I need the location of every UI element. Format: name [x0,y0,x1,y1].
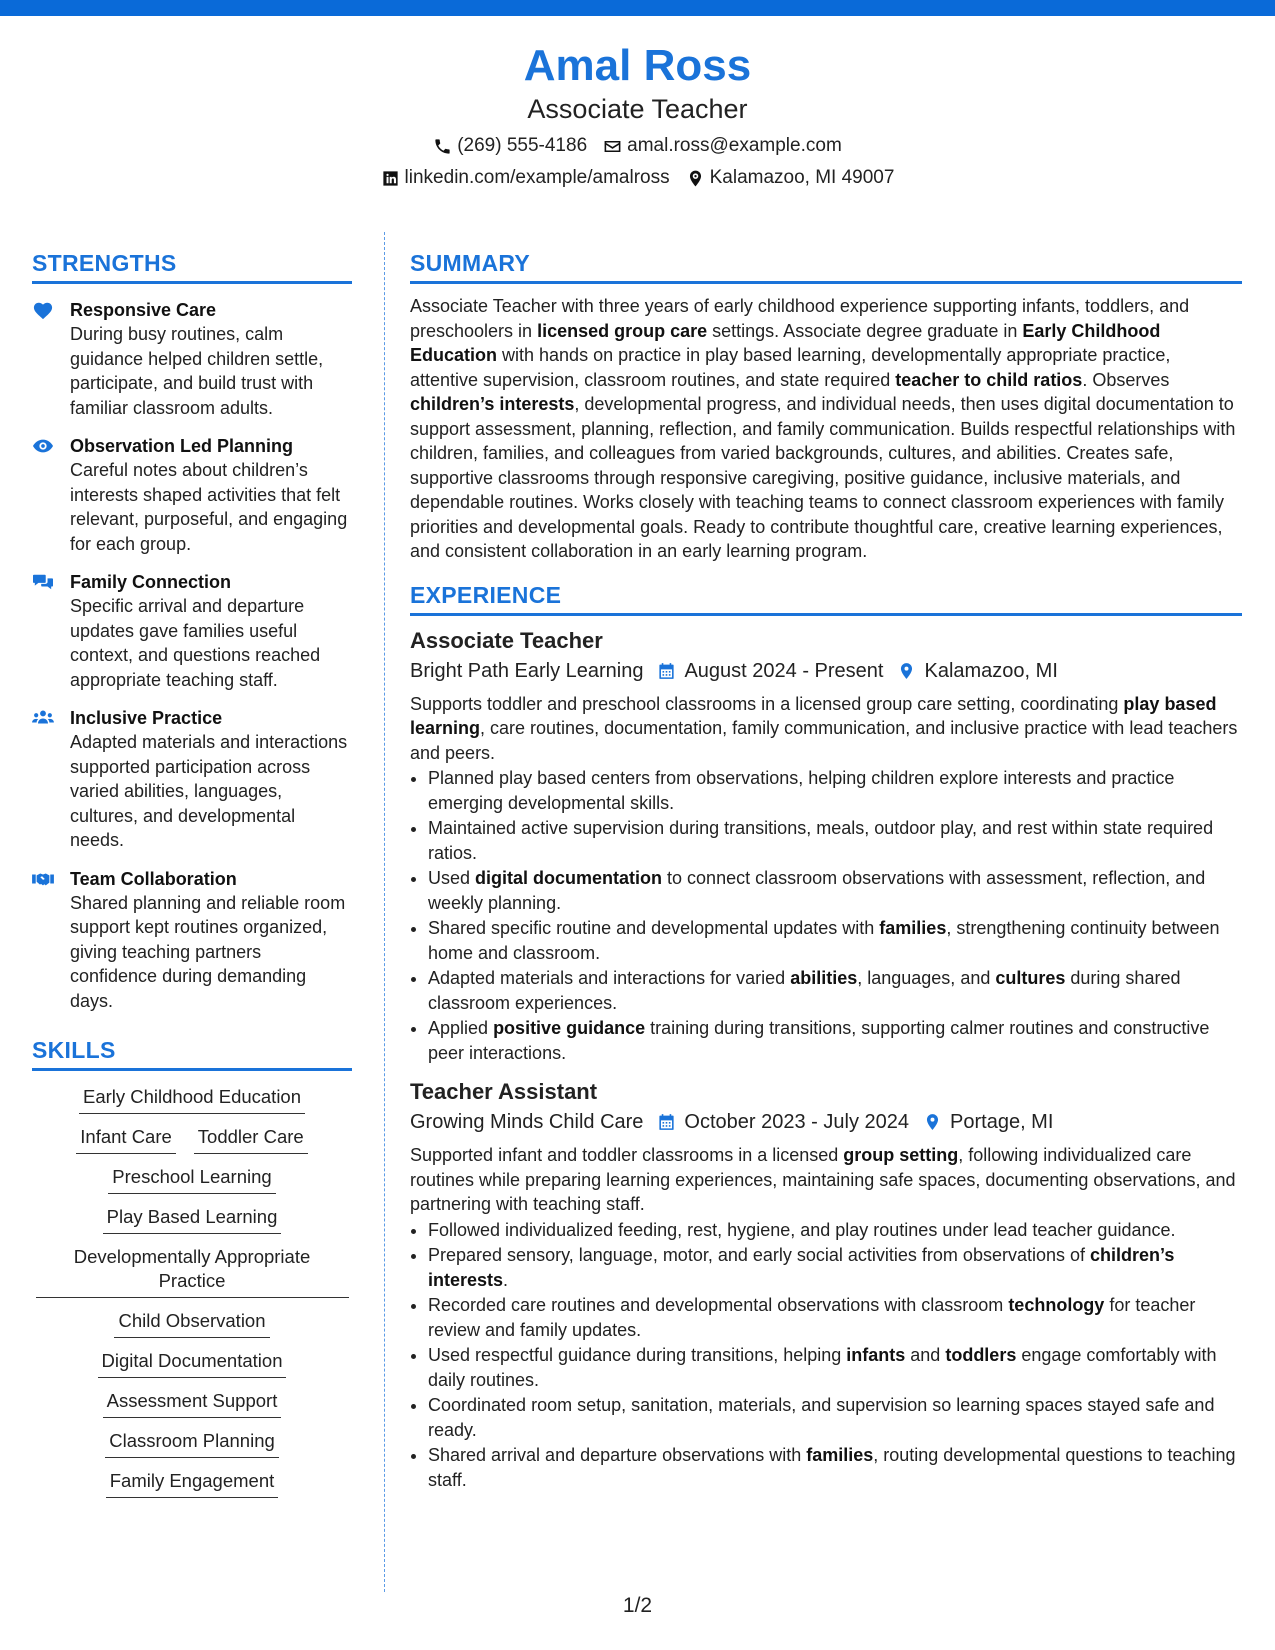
bullet-span: Recorded care routines and developmental observations with classroom [428,1295,1009,1315]
job-intro [410,1143,1242,1217]
skill-tag: Preschool Learning [108,1165,275,1194]
strength-title: Responsive Care [70,300,217,320]
bullet-bold: infants [846,1345,906,1365]
bullet-span: . [503,1269,509,1290]
skill-tag: Developmentally Appropriate Practice [36,1245,349,1298]
job-company: Bright Path Early Learning [410,659,644,682]
strength-title: Team Collaboration [70,868,237,889]
contact-linkedin[interactable] [381,166,670,190]
contact-row-2 [0,166,1275,190]
bullet-span: Shared specific routine and developmental updates with [428,918,880,938]
calendar-icon [657,661,676,681]
left-column [32,248,352,1498]
summary-text [410,294,1242,564]
contact-row-1 [0,134,1275,158]
bullet-bold: families [879,918,947,938]
resume-header [0,40,1275,190]
bullet-span: for teacher review and family updates. [428,1295,1196,1340]
summary-span: settings. Associate degree graduate in [707,320,1023,341]
job-title: Associate Teacher [410,627,603,653]
strength-item [32,434,352,556]
eye-icon [32,436,54,456]
bullet-span: Maintained active supervision during transitions, meals, outdoor play, and rest within state required ratios. [428,818,1214,863]
job-company: Growing Minds Child Care [410,1111,644,1133]
job-bullet [428,1218,1242,1243]
bullet-bold: toddlers [945,1345,1017,1365]
linkedin-text: linkedin.com/example/amalross [404,167,670,188]
job-bullet [428,866,1242,915]
job-bullet [428,916,1242,965]
bullet-bold: families [806,1445,874,1465]
summary-bold: Early Childhood Education [410,320,1161,365]
job-intro [410,692,1242,766]
job-location-text: Kalamazoo, MI [924,659,1058,682]
map-pin-icon [686,169,705,188]
strength-desc: Specific arrival and departure updates gave families useful context, and questions reached appropriate teaching staff. [70,596,321,690]
top-accent-bar [0,0,1275,16]
contact-email[interactable] [603,134,842,158]
strength-desc: Adapted materials and interactions supported participation across varied abilities, languages, cultures, and developmental needs. [70,732,348,850]
job-entry [410,626,1242,1066]
skill-tag: Assessment Support [103,1389,282,1418]
skill-tag: Toddler Care [194,1125,308,1154]
job-bullet [428,1243,1242,1292]
users-icon [32,708,54,728]
summary-span: , developmental progress, and individual needs, then uses digital documentation to support assessment, planning, reflection, and family communication. Builds respectful relationships with children, families, and colleagues from varied backgrounds, cultures, and abilities. Creates safe, supportive classrooms through responsive caregiving, positive guidance, inclusive materials, and dependable routines. Works closely with teaching teams to connect classroom experiences with family priorities and developmental goals. Ready to contribute thoughtful care, creative learning experiences, and consistent collaboration in an early learning program. [410,394,1236,561]
bullet-span: engage comfortably with daily routines. [428,1345,1217,1390]
bullet-span: , languages, and [857,968,996,988]
page-number: 1/2 [622,1594,653,1617]
column-divider [384,232,385,1592]
job-location [883,656,1057,686]
candidate-name: Amal Ross [523,41,752,90]
bullet-span: Followed individualized feeding, rest, hygiene, and play routines under lead teacher guidance. [428,1219,1176,1240]
job-location [909,1107,1053,1137]
bullet-bold: digital documentation [475,868,663,888]
job-bullets [410,766,1242,1065]
right-column [410,248,1242,1492]
bullet-span: Coordinated room setup, sanitation, materials, and supervision so learning spaces stayed safe and ready. [428,1395,1215,1440]
intro-span: Supports toddler and preschool classrooms in a licensed group care setting, coordinating [410,693,1124,714]
bullet-span: and [905,1345,946,1365]
map-pin-icon [923,1112,942,1132]
bullet-span: Planned play based centers from observations, helping children explore interests and practice emerging developmental skills. [428,768,1175,813]
bullet-bold: children’s interests [428,1245,1175,1290]
envelope-icon [603,137,622,156]
job-meta [410,1107,1242,1137]
bullet-bold: cultures [995,968,1066,988]
bullet-span: training during transitions, supporting calmer routines and constructive peer interactions. [428,1018,1210,1063]
summary-heading: SUMMARY [410,248,1242,284]
job-location-text: Portage, MI [950,1111,1054,1133]
bullet-span: Applied [428,1018,494,1038]
strength-desc: Careful notes about children’s interests shaped activities that felt relevant, purposeful, and engaging for each group. [70,460,348,554]
phone-text: (269) 555-4186 [457,135,588,156]
skill-tag: Play Based Learning [103,1205,282,1234]
job-dates [643,1107,909,1137]
bullet-span: Adapted materials and interactions for varied [428,968,791,988]
bullet-span: Used [428,868,476,888]
bullet-bold: technology [1008,1295,1105,1315]
bullet-span: during shared classroom experiences. [428,968,1181,1013]
summary-bold: licensed group care [537,320,708,341]
strength-desc: Shared planning and reliable room support kept routines organized, giving teaching partners confidence during demanding days. [70,892,346,1011]
skill-tag: Early Childhood Education [79,1085,305,1114]
handshake-icon [32,869,54,889]
bullet-span: Prepared sensory, language, motor, and early social activities from observations of [428,1245,1091,1265]
job-bullet [428,1343,1242,1392]
strength-item [32,706,352,853]
job-dates-text: August 2024 - Present [684,659,884,682]
intro-span: , care routines, documentation, family communication, and inclusive practice with lead teachers and peers. [410,718,1238,763]
strength-item [32,867,352,1014]
heart-icon [32,300,54,320]
job-meta [410,656,1242,686]
strength-item [32,298,352,420]
candidate-title: Associate Teacher [527,94,748,124]
phone-icon [433,137,452,156]
skills-heading: SKILLS [32,1035,352,1071]
bullet-span: , routing developmental questions to teaching staff. [428,1445,1236,1490]
summary-bold: children’s interests [410,394,575,414]
bullet-span: Used respectful guidance during transitions, helping [428,1345,847,1365]
bullet-span: , strengthening continuity between home and classroom. [428,918,1220,963]
map-pin-icon [897,661,916,681]
summary-bold: teacher to child ratios [895,369,1083,390]
summary-span: . Observes [1082,369,1170,390]
job-bullet [428,1293,1242,1342]
experience-heading: EXPERIENCE [410,580,1242,616]
job-bullet [428,766,1242,815]
intro-span: Supported infant and toddler classrooms in a licensed [410,1145,844,1165]
summary-span: with hands on practice in play based learning, developmentally appropriate practice, attentive supervision, classroom routines, and state required [410,345,1171,390]
linkedin-icon [381,169,400,188]
skill-tag: Family Engagement [106,1469,279,1498]
job-bullet [428,966,1242,1015]
contact-location [686,166,895,190]
strength-title: Observation Led Planning [70,436,294,456]
job-title: Teacher Assistant [410,1079,598,1104]
email-text: amal.ross@example.com [627,135,842,156]
intro-span: , following individualized care routines while preparing learning experiences, maintaining safe spaces, documenting observations, and partnering with teaching staff. [410,1145,1236,1214]
location-text: Kalamazoo, MI 49007 [709,167,895,188]
strengths-heading: STRENGTHS [32,248,352,284]
job-bullet [428,1443,1242,1492]
bullet-bold: positive guidance [493,1018,646,1038]
contact-phone [433,134,587,158]
job-bullet [428,1393,1242,1442]
job-dates-text: October 2023 - July 2024 [684,1111,910,1133]
skill-tag: Infant Care [76,1125,176,1154]
bullet-bold: abilities [790,968,858,988]
bullet-span: to connect classroom observations with assessment, reflection, and weekly planning. [428,868,1206,913]
strength-title: Family Connection [70,572,232,592]
summary-span: Associate Teacher with three years of early childhood experience supporting infants, toddlers, and preschoolers in [410,296,1190,341]
job-bullet [428,816,1242,865]
job-bullet [428,1016,1242,1065]
skill-tag: Classroom Planning [105,1429,279,1458]
calendar-icon [657,1112,676,1132]
skills-list [32,1085,352,1498]
intro-bold: play based learning [410,693,1217,738]
strength-desc: During busy routines, calm guidance helped children settle, participate, and build trust with familiar classroom adults. [70,324,324,418]
strength-title: Inclusive Practice [70,708,223,728]
job-dates [643,656,883,686]
skill-tag: Child Observation [114,1309,269,1338]
job-entry [410,1077,1242,1492]
strength-item [32,570,352,692]
job-bullets [410,1218,1242,1493]
chat-bubbles-icon [32,572,54,592]
bullet-span: Shared arrival and departure observations with [428,1445,807,1465]
intro-bold: group setting [843,1145,959,1165]
skill-tag: Digital Documentation [98,1349,287,1378]
